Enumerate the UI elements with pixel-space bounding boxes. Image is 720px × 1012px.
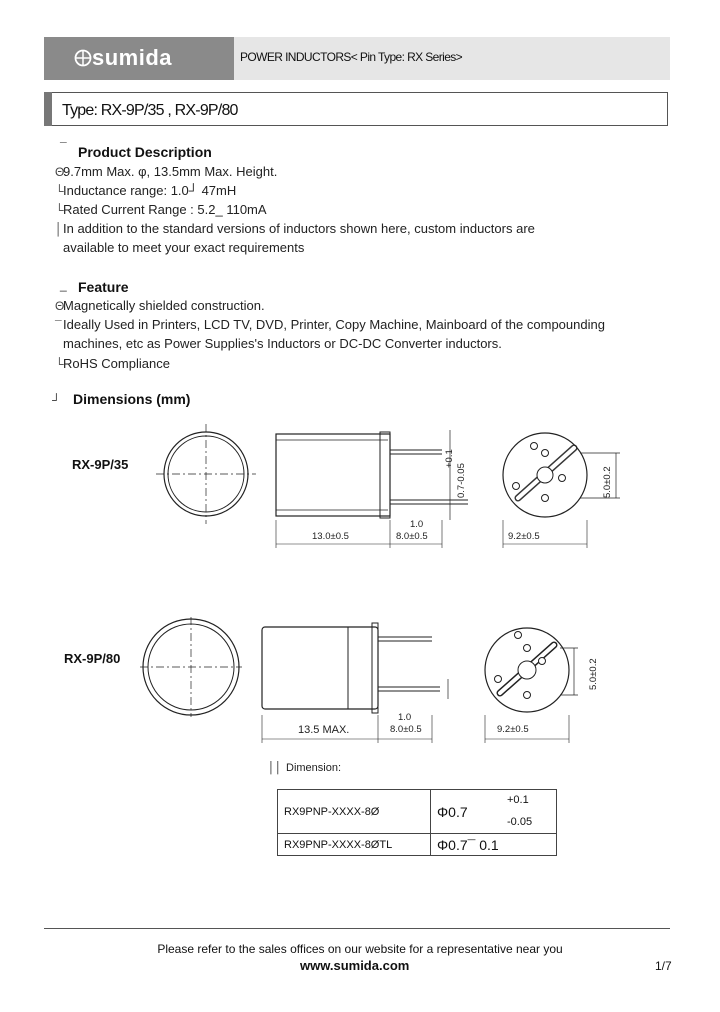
footer-divider (44, 928, 670, 929)
list-mark: └ (55, 184, 64, 198)
note-mark: ││ (268, 762, 282, 774)
rx80-diameter: 9.2±0.5 (497, 724, 529, 735)
dimension-table (277, 789, 557, 856)
list-item: RoHS Compliance (63, 356, 170, 371)
list-item: machines, etc as Power Supplies's Inductors or DC-DC Converter inductors. (63, 336, 502, 351)
rx35-label: RX-9P/35 (72, 457, 129, 472)
rx80-pitch: 5.0±0.2 (588, 658, 599, 690)
note-label: Dimension: (286, 762, 342, 774)
page-number: 1/7 (655, 959, 672, 973)
rx35-diameter: 9.2±0.5 (508, 531, 540, 542)
rx35-lead-gap: 1.0 (410, 519, 424, 530)
feature-title: Feature (78, 279, 129, 295)
list-item: Rated Current Range : 5.2_ 110mA (63, 202, 267, 217)
brand-logo[interactable]: sumida (92, 45, 173, 70)
header-title: POWER INDUCTORS< Pin Type: RX Series> (240, 50, 463, 64)
table-cell: RX9PNP-XXXX-8Ø (278, 790, 431, 834)
table-cell: RX9PNP-XXXX-8ØTL (278, 834, 431, 856)
list-mark: ¯ (55, 318, 62, 332)
footer-website-link[interactable]: www.sumida.com (300, 958, 410, 973)
header-banner-cut (196, 37, 226, 80)
rx35-length: 13.0±0.5 (312, 531, 349, 542)
dimensions-title: Dimensions (mm) (73, 391, 191, 407)
table-value: Φ0.7 (437, 803, 468, 820)
section-bullet: _ (60, 278, 67, 292)
table-cell: Φ0.7¯ 0.1 (431, 834, 557, 856)
list-item: In addition to the standard versions of inductors shown here, custom inductors are (63, 221, 535, 236)
list-mark: └ (55, 357, 64, 371)
list-item: Inductance range: 1.0┘ 47mH (63, 183, 237, 198)
rx80-label: RX-9P/80 (64, 651, 121, 666)
list-item: available to meet your exact requirements (63, 240, 305, 255)
footer-note: Please refer to the sales offices on our website for a representative near you (157, 942, 563, 956)
product-description-title: Product Description (78, 144, 212, 160)
table-row (278, 790, 557, 834)
table-row (278, 834, 557, 856)
list-item: Magnetically shielded construction. (63, 298, 265, 313)
rx35-pitch: 5.0±0.2 (602, 466, 613, 498)
list-item: Ideally Used in Printers, LCD TV, DVD, Printer, Copy Machine, Mainboard of the compounding (63, 317, 605, 332)
sumida-logo-icon (74, 49, 92, 67)
rx35-lead-tol: +0.1 (444, 449, 455, 468)
section-bullet: ┘ (52, 393, 61, 407)
list-mark: Θ (55, 299, 65, 313)
table-cell (431, 790, 557, 834)
rx80-lead-length: 8.0±0.5 (390, 724, 422, 735)
rx80-length: 13.5 MAX. (298, 724, 350, 736)
table-tol-minus: -0.05 (507, 816, 533, 828)
section-bullet: ¯ (60, 140, 67, 154)
rx35-lead-dia: 0.7-0.05 (456, 463, 467, 498)
table-tol-plus: +0.1 (507, 794, 529, 806)
list-mark: │ (55, 222, 63, 236)
rx35-lead-length: 8.0±0.5 (396, 531, 428, 542)
list-mark: Θ (55, 165, 65, 179)
type-box-accent (44, 92, 52, 126)
type-line: Type: RX-9P/35 , RX-9P/80 (62, 102, 238, 119)
list-item: 9.7mm Max. φ, 13.5mm Max. Height. (63, 164, 278, 179)
rx80-lead-gap: 1.0 (398, 712, 412, 723)
list-mark: └ (55, 203, 64, 217)
